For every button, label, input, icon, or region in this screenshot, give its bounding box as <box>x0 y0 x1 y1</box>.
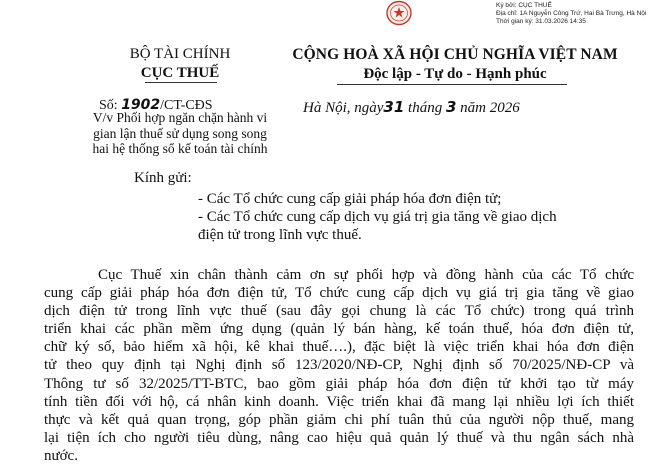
body-line: lại tiện ích cho người tiêu dùng, nâng cao hiệu quả quản lý thuế và thu ngân sách nhà <box>44 429 634 446</box>
body-line: nước. <box>44 447 78 464</box>
national-emblem-seal-icon <box>383 0 415 26</box>
date-day-handwritten: 31 <box>383 98 405 116</box>
letter-body-paragraph <box>44 266 634 465</box>
date-month-label: tháng <box>404 100 446 116</box>
nation-title: CỘNG HOÀ XÃ HỘI CHỦ NGHĨA VIỆT NAM <box>292 46 618 63</box>
body-line: tính tiền đối với hộ, cá nhân kinh doanh. Việc triển khai đã mang lại nhiều lợi ích thiết <box>44 393 634 410</box>
subject-line: gian lận thuế sử dụng song song <box>93 125 267 141</box>
body-line: Thông tư số 32/2025/TT-BTC, bao gồm giải pháp hóa đơn điện tử khởi tạo từ máy <box>44 375 634 392</box>
document-subject <box>65 110 295 157</box>
signed-time: Thời gian ký: 31.03.2026 14:35 <box>496 18 586 25</box>
body-line: thực và kết quả quan trọng, góp phần giảm chi phí tuân thủ của người nộp thuế, mang <box>44 411 634 428</box>
doc-number-handwritten: 1902 <box>121 97 161 113</box>
date-place: Hà Nội, ngày <box>303 100 384 116</box>
body-line: Cục Thuế xin chân thành cảm ơn sự phối hợp và đồng hành của các Tổ chức <box>98 267 634 283</box>
agency-underline <box>145 82 217 83</box>
body-line: chữ ký số, bảo hiểm xã hội, kê khai thuế….), đặc biệt là việc triển khai hóa đơn điện <box>44 339 634 356</box>
national-motto: Độc lập - Tự do - Hạnh phúc <box>363 66 547 82</box>
recipient-item-continued: điện tử trong lĩnh vực thuế. <box>198 227 362 243</box>
digital-signature-info <box>496 2 646 26</box>
motto-underline <box>337 84 567 85</box>
recipient-list <box>198 190 557 244</box>
subject-line: hai hệ thống sổ kế toán tài chính <box>92 141 268 156</box>
recipient-item: - Các Tổ chức cung cấp dịch vụ giá trị gia tăng về giao dịch <box>198 209 557 225</box>
issuing-agency-header <box>80 45 280 83</box>
place-and-date <box>303 98 520 117</box>
body-line: cung cấp giải pháp hóa đơn điện tử, Tổ chức cung cấp dịch vụ giá trị gia tăng về giao <box>44 285 634 302</box>
subject-line: V/v Phối hợp ngăn chặn hành vi <box>92 110 268 125</box>
greeting: Kính gửi: <box>134 170 192 186</box>
date-month-handwritten: 3 <box>445 98 457 116</box>
doc-number-prefix: Số: <box>99 98 122 113</box>
recipient-item: - Các Tổ chức cung cấp giải pháp hóa đơn điện tử; <box>198 191 502 207</box>
agency-name: CỤC THUẾ <box>140 65 220 81</box>
date-year: năm 2026 <box>456 100 520 116</box>
doc-number-suffix: /CT-CĐS <box>160 98 213 113</box>
body-line: tử theo quy định tại Nghị định số 123/2020/NĐ-CP, Nghị định số 70/2025/NĐ-CP và <box>44 357 634 374</box>
national-header <box>260 45 650 84</box>
signer-address: Địa chỉ: 1A Nguyễn Công Trứ, Hai Bà Trưng, Hà Nội <box>496 10 647 17</box>
body-line: dịch điện tử trong lĩnh vực thuế (sau đây gọi chung là các Tổ chức) trong quá trình <box>44 303 634 320</box>
ministry-name: BỘ TÀI CHÍNH <box>129 46 231 62</box>
signed-by: Ký bởi: CỤC THUẾ <box>496 2 552 9</box>
body-line: triển khai các phần mềm ứng dụng (quản lý bán hàng, kế toán thuế, hóa đơn điện tử, <box>44 321 634 338</box>
